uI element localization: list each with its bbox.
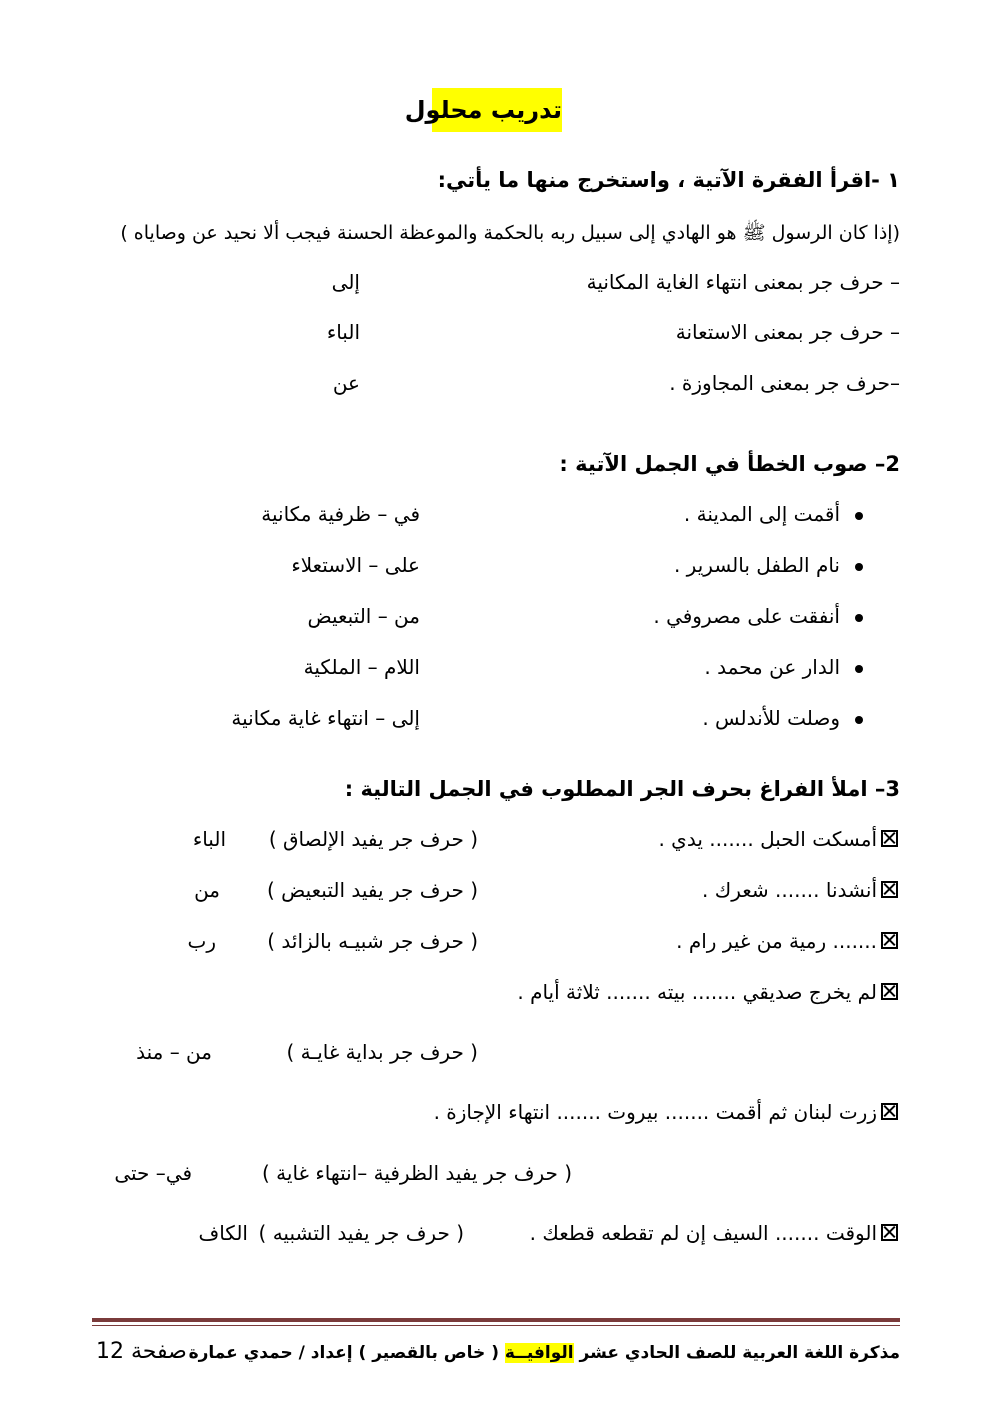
q2-item-5-answer: إلى – انتهاء غاية مكانية [231,706,420,730]
q2-item-3-sentence: أنفقت على مصروفي . [653,604,840,628]
q3-item-1-hint: ( حرف جر يفيد الإلصاق ) [268,827,478,851]
q3-item-3-sentence: ....... رمية من غير رام . [676,929,877,953]
q2-item-2-answer: على – الاستعلاء [291,553,420,577]
footer-highlight: الوافيــة [504,1343,574,1363]
q2-item-4-answer: اللام – الملكية [303,655,420,679]
bullet-icon [855,563,863,571]
footer-text-before: مذكرة اللغة العربية للصف الحادي عشر [573,1343,900,1363]
q3-item-4-hint: ( حرف جر بداية غايـة ) [286,1040,478,1064]
q3-item-6-row [530,1221,898,1245]
q3-item-1-sentence: أمسكت الحبل ....... يدي . [658,827,877,851]
q2-item-4-sentence: الدار عن محمد . [704,655,840,679]
page-number: صفحة 12 [96,1339,187,1364]
checkbox-icon [881,983,898,1000]
q1-item-2-prompt: – حرف جر بمعنى الاستعانة [675,320,900,344]
q3-item-1-answer: الباء [192,827,226,851]
checkbox-icon [881,932,898,949]
bullet-icon [855,614,863,622]
checkbox-icon [881,881,898,898]
q1-paragraph: (إذا كان الرسول ﷺ هو الهادي إلى سبيل ربه بالحكمة والموعظة الحسنة فيجب ألا نحيد عن وصاياه ) [120,222,900,244]
q3-item-2-row [702,878,898,902]
q1-item-1-prompt: – حرف جر بمعنى انتهاء الغاية المكانية [586,270,900,294]
footer-rule [92,1318,900,1322]
q1-item-1-answer: إلى [331,270,360,294]
q2-item-2-sentence: نام الطفل بالسرير . [673,553,840,577]
q3-item-5-hint: ( حرف جر يفيد الظرفية –انتهاء غاية ) [262,1161,572,1185]
q3-item-2-sentence: أنشدنا ....... شعرك . [702,878,877,902]
q3-item-3-answer: رب [187,929,216,953]
q3-item-6-sentence: الوقت ....... السيف إن لم تقطعه قطعك . [529,1221,877,1245]
footer-text [189,1343,900,1363]
q3-item-3-hint: ( حرف جر شبيـه بالزائد ) [267,929,478,953]
q3-item-4-row [517,980,898,1004]
page-title: تدريب محلول [432,88,562,132]
q3-item-6-hint: ( حرف جر يفيد التشبيه ) [258,1221,464,1245]
q3-heading: 3– املأ الفراغ بحرف الجر المطلوب في الجمل التالية : [344,777,900,801]
q3-item-5-row [434,1100,898,1124]
checkbox-icon [881,1103,898,1120]
q2-heading: 2– صوب الخطأ في الجمل الآتية : [559,452,900,476]
q3-item-2-answer: من [194,878,220,902]
bullet-icon [855,665,863,673]
q2-item-1-sentence: أقمت إلى المدينة . [683,502,840,526]
q2-item-3-answer: من – التبعيض [307,604,420,628]
q1-heading: ١ -اقرأ الفقرة الآتية ، واستخرج منها ما يأتي: [437,168,900,192]
q3-item-5-answer: في– حتى [114,1161,192,1185]
q3-item-6-answer: الكاف [198,1221,248,1245]
q3-item-3-row [676,929,898,953]
q1-item-2-answer: الباء [326,320,360,344]
footer-text-after: ( خاص بالقصير ) إعداد / حمدي عمارة [188,1343,505,1363]
q3-item-4-sentence: لم يخرج صديقي ....... بيته ....... ثلاثة أيام . [517,980,877,1004]
checkbox-icon [881,830,898,847]
q1-item-3-prompt: –حرف جر بمعنى المجاوزة . [669,371,900,395]
q3-item-5-sentence: زرت لبنان ثم أقمت ....... بيروت ....... انتهاء الإجازة . [433,1100,877,1124]
q3-item-2-hint: ( حرف جر يفيد التبعيض ) [266,878,478,902]
bullet-icon [855,716,863,724]
q1-item-3-answer: عن [332,371,360,395]
q2-item-1-answer: في – ظرفية مكانية [261,502,420,526]
q3-item-1-row [658,827,898,851]
bullet-icon [855,512,863,520]
checkbox-icon [881,1224,898,1241]
q2-item-5-sentence: وصلت للأندلس . [702,706,840,730]
footer-rule-thin [92,1325,900,1326]
q3-item-4-answer: من – منذ [136,1040,212,1064]
